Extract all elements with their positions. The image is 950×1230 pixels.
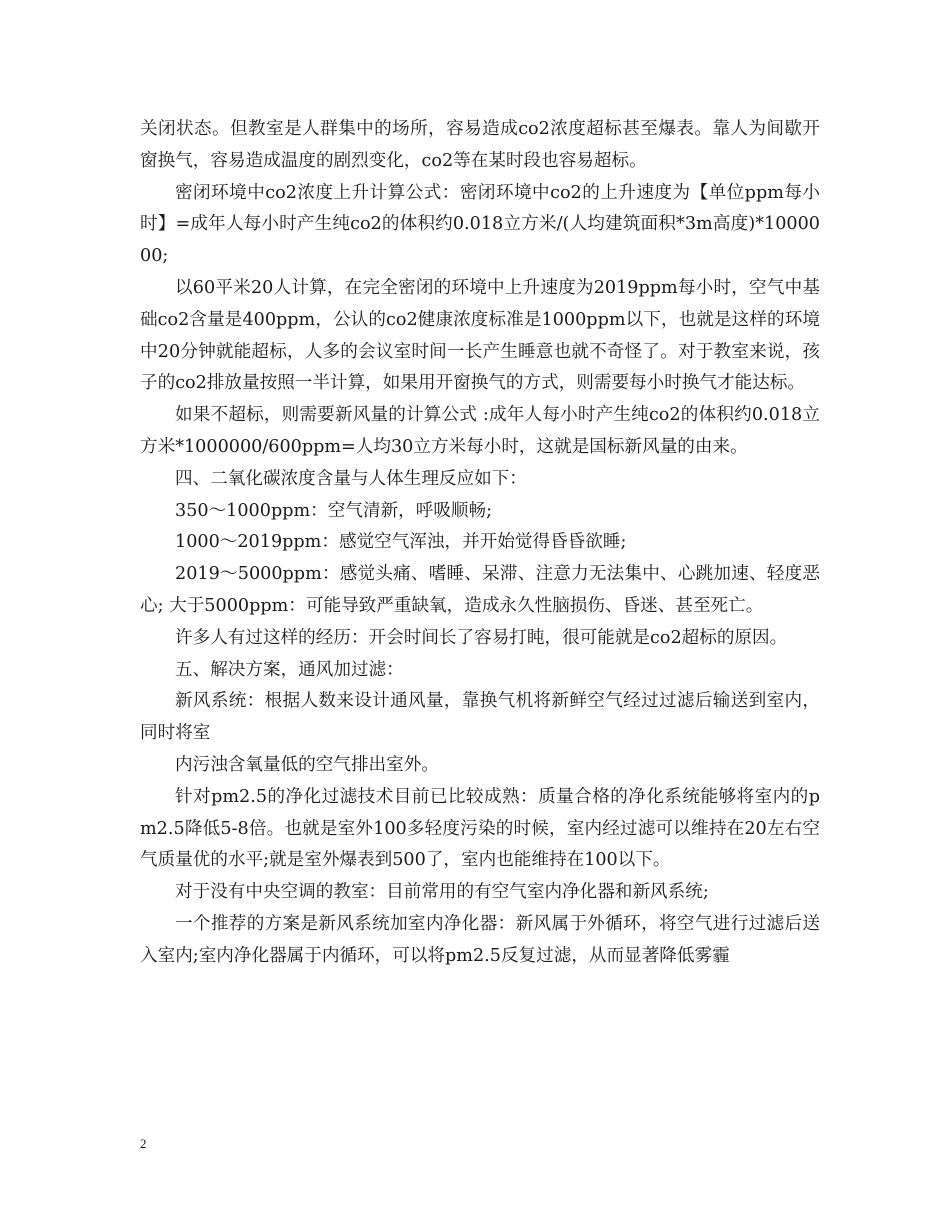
paragraph: 针对pm2.5的净化过滤技术目前已比较成熟：质量合格的净化系统能够将室内的pm2.5降低5-8倍。也就是室外100多轻度污染的时候，室内经过滤可以维持在20左右空气质量优的水平;就是室外爆表到500了，室内也能维持在100以下。	[140, 786, 820, 871]
section-heading: 四、二氧化碳浓度含量与人体生理反应如下：	[175, 468, 527, 489]
paragraph: 内污浊含氧量低的空气排出室外。	[175, 754, 439, 775]
paragraph: 许多人有过这样的经历：开会时间长了容易打盹，很可能就是co2超标的原因。	[175, 627, 788, 648]
list-item: 350～1000ppm：空气清新，呼吸顺畅;	[175, 500, 493, 521]
paragraph: 以60平米20人计算，在完全密闭的环境中上升速度为2019ppm每小时，空气中基础co2含量是400ppm，公认的co2健康浓度标准是1000ppm以下，也就是这样的环境中20分钟就能超标，人多的会议室时间一长产生睡意也就不奇怪了。对于教室来说，孩子的co2排放量按照一半计算，如果用开窗换气的方式，则需要每小时换气才能达标。	[140, 277, 820, 394]
document-body	[140, 114, 820, 973]
list-item: 1000～2019ppm：感觉空气浑浊，并开始觉得昏昏欲睡;	[175, 532, 627, 553]
paragraph: 密闭环境中co2浓度上升计算公式：密闭环境中co2的上升速度为【单位ppm每小时】=成年人每小时产生纯co2的体积约0.018立方米/(人均建筑面积*3m高度)*1000000;	[140, 182, 820, 267]
paragraph: 一个推荐的方案是新风系统加室内净化器：新风属于外循环，将空气进行过滤后送入室内;室内净化器属于内循环，可以将pm2.5反复过滤，从而显著降低雾霾	[140, 913, 820, 966]
paragraph: 关闭状态。但教室是人群集中的场所，容易造成co2浓度超标甚至爆表。靠人为间歇开窗换气，容易造成温度的剧烈变化，co2等在某时段也容易超标。	[140, 119, 820, 171]
paragraph: 如果不超标，则需要新风量的计算公式 :成年人每小时产生纯co2的体积约0.018立方米*1000000/600ppm=人均30立方米每小时，这就是国标新风量的由来。	[140, 405, 820, 457]
paragraph: 新风系统：根据人数来设计通风量，靠换气机将新鲜空气经过过滤后输送到室内，同时将室	[140, 691, 820, 744]
list-item: 2019～5000ppm：感觉头痛、嗜睡、呆滞、注意力无法集中、心跳加速、轻度恶心; 大于5000ppm：可能导致严重缺氧，造成永久性脑损伤、昏迷、甚至死亡。	[140, 564, 820, 616]
page-number: 2	[140, 1136, 147, 1151]
section-heading: 五、解决方案，通风加过滤：	[175, 659, 404, 680]
paragraph: 对于没有中央空调的教室：目前常用的有空气室内净化器和新风系统;	[175, 882, 709, 903]
